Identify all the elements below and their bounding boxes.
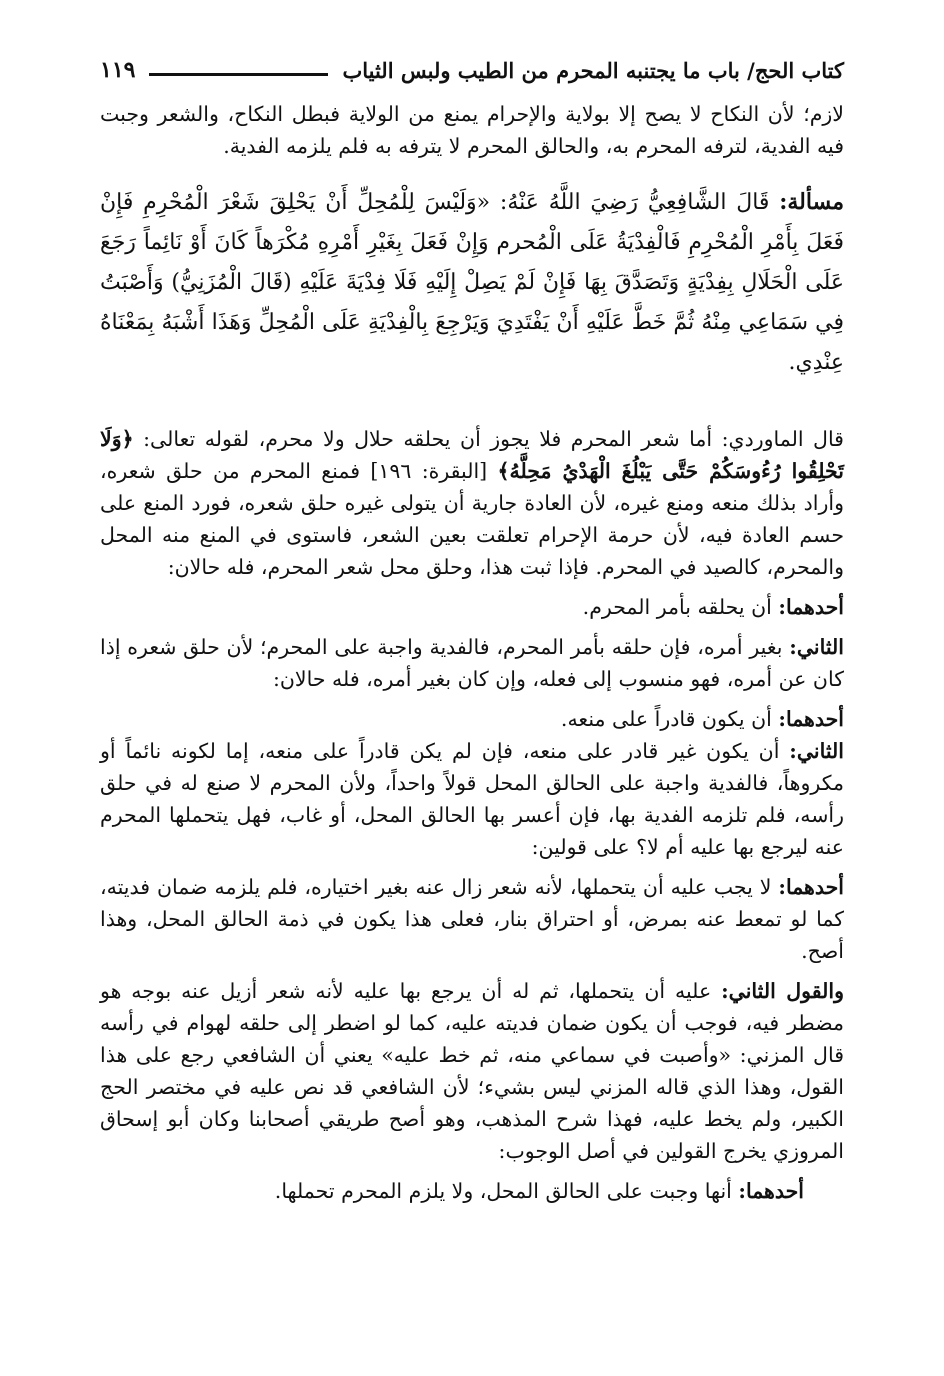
opinion-first-text: لا يجب عليه أن يتحملها، لأنه شعر زال عنه بغير اختياره، فلم يلزمه ضمان فديته، كما لو تمعط عنه بمرض، أو احتراق بنار، فعلى هذا يكون في ذمة الحالق المحل، وهذا أصح. [100,875,844,963]
subcase-second-label: الثاني: [789,739,844,763]
case-first-label: أحدهما: [778,595,844,619]
case-first [100,591,844,623]
subcase-first-label: أحدهما: [778,707,844,731]
opinion-first [100,871,844,967]
subcase-first-text: أن يكون قادراً على منعه. [560,707,772,731]
opinion-second [100,975,844,1167]
masala-label: مسألة: [779,189,844,215]
mawardi-continuation: [البقرة: ١٩٦] فمنع المحرم من حلق شعره، وأراد بذلك منعه ومنع غيره، لأن العادة جارية أن يتولى غيره حلق شعره، فورد المنع على حسم العادة فيه، لأن حرمة الإحرام تعلقت بعين الشعر، فاستوى في المنع منه المحل والمحرم، كالصيد في المحرم. فإذا ثبت هذا، وحلق محل شعر المحرم، فله حالان: [100,459,844,579]
page-body [100,98,844,1207]
subcase-first [100,703,844,735]
opinion-first-label: أحدهما: [778,875,844,899]
opinion-second-text: عليه أن يتحملها، ثم له أن يرجع بها عليه لأنه شعر أزيل عنه بوجه هو مضطر فيه، فوجب أن يكون ضمان فديته عليه، كما لو اضطر إلى حلقه لهوام في رأسه قال المزني: «وأصبت في سماعي منه، ثم خط عليه» يعني أن الشافعي رجع على هذا القول، وهذا الذي قاله المزني ليس بشيء؛ لأن الشافعي قد نص عليه في مختصر الحج الكبير، ولم يخط عليه، فهذا شرح المذهب، وهو أصح طريقي أصحابنا وكان أبو إسحاق المروزي يخرج القولين في أصل الوجوب: [100,979,844,1163]
case-second-text: بغير أمره، فإن حلقه بأمر المحرم، فالفدية واجبة على المحرم؛ لأن حلق شعره إذا كان عن أمره، فهو منسوب إلى فعله، وإن كان بغير أمره، فله حالان: [100,635,844,691]
subcase-second-text: أن يكون غير قادر على منعه، فإن لم يكن قادراً على منعه، إما لكونه نائماً أو مكروهاً، فالفدية واجبة على الحالق المحل قولاً واحداً، ولأن المحرم لا صنع له في حلق رأسه، فلم تلزمه الفدية بها، فإن أعسر بها الحالق المحل، أو غاب، فهل يتحملها المحرم عنه ليرجع بها عليه أم لا؟ على قولين: [100,739,844,859]
page-number: ١١٩ [100,57,136,83]
masala-text: قَالَ الشَّافِعِيُّ رَضِيَ اللَّهُ عَنْهُ: «وَلَيْسَ لِلْمُحِلِّ أَنْ يَحْلِقَ شَعْرَ الْمُحْرِمِ فَإِنْ فَعَلَ بِأَمْرِ الْمُحْرِمِ فَالْفِدْيَةُ عَلَى الْمُحرم وَإِنْ فَعَلَ بِغَيْرِ أَمْرِهِ مُكْرَهاً كَانَ أَوْ نَائِماً رَجَعَ عَلَى الْحَلَالِ بِفِدْيَةٍ وَتَصَدَّقَ بِهَا فَإِنْ لَمْ يَصِلْ إِلَيْهِ فَلَا فِدْيَةَ عَلَيْهِ (قَالَ الْمُزَنِيُّ) وَأَصْبَتُ فِي سَمَاعِي مِنْهُ ثُمَّ خَطَّ عَلَيْهِ أَنْ يَفْتَدِيَ وَيَرْجِعَ بِالْفِدْيَةِ عَلَى الْمُحِلِّ وَهَذَا أَشْبَهُ بِمَعْنَاهُ عِنْدِي. [100,190,844,375]
subcase-second [100,735,844,863]
origin-opinion-first-label: أحدهما: [738,1179,804,1203]
mawardi-paragraph [100,423,844,583]
origin-opinion-first [100,1175,844,1207]
running-title: كتاب الحج/ باب ما يجتنبه المحرم من الطيب ولبس الثياب [342,57,844,83]
masala-paragraph [100,182,844,383]
mawardi-intro: قال الماوردي: أما شعر المحرم فلا يجوز أن يحلقه حلال ولا محرم، لقوله تعالى: [143,427,844,451]
case-second [100,631,844,695]
opinion-second-label: والقول الثاني: [721,979,844,1003]
case-second-label: الثاني: [789,635,844,659]
case-first-text: أن يحلقه بأمر المحرم. [582,595,772,619]
paragraph-intro: لازم؛ لأن النكاح لا يصح إلا بولاية والإحرام يمنع من الولاية فبطل النكاح، والشعر وجبت فيه الفدية، لترفه المحرم به، والحالق المحرم لا يترفه به فلم يلزمه الفدية. [100,102,844,158]
quran-verse: ﴿وَلَا تَحْلِقُوا رُءُوسَكُمْ حَتَّى يَبْلُغَ الْهَدْيُ مَحِلَّهُ﴾ [100,427,844,483]
origin-opinion-first-text: أنها وجبت على الحالق المحل، ولا يلزم المحرم تحملها. [274,1179,732,1203]
header-rule [149,73,328,76]
page-header [100,50,844,90]
